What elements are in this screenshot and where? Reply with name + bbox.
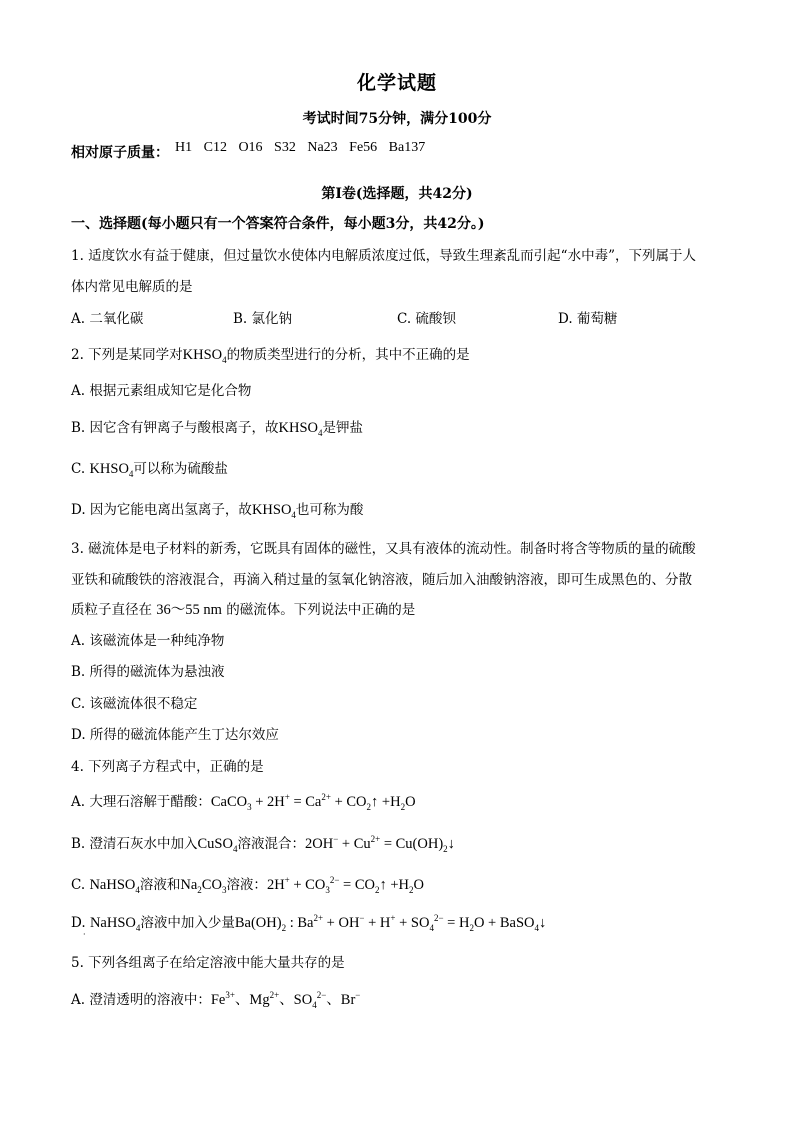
q5-option-a: A. 澄清透明的溶液中：$Fe^{3+}$、$Mg^{2+}$、$SO_4^{2-}$、Br−: [71, 990, 361, 1010]
section-heading: 一、选择题(每小题只有一个答案符合条件，每小题3分，共42分。): [71, 216, 485, 232]
formula-khso4: $KHSO_4$: [89, 461, 134, 479]
equation-b: $2OH^- + Cu^{2+}$ = $Cu(OH)_2↓$: [304, 834, 455, 854]
stray-dot: ·: [83, 930, 86, 939]
q3-stem-line2: 亚铁和硫酸铁的溶液混合，再滴入稍过量的氢氧化钠溶液，随后加入油酸钠溶液，即可生成黑色的、分散: [71, 572, 692, 588]
q1-stem-line2: 体内常见电解质的是: [71, 279, 193, 295]
q1-option-c: C. 硫酸钡: [397, 311, 456, 327]
q3-option-b: B. 所得的磁流体为悬浊液: [71, 664, 225, 680]
volume-heading: 第I卷(选择题，共42分): [321, 186, 473, 202]
formula-nahso4: NaHSO$_4$: [89, 877, 140, 895]
equation-c: $2H^+ + CO_3^{2-}$ = $CO_2↑ +H_2O$: [266, 875, 424, 895]
formula-khso4: $KHSO_4$: [251, 502, 296, 520]
q2-option-c: C. $KHSO_4$可以称为硫酸盐: [71, 461, 228, 479]
q2-stem: 2. 下列是某同学对$KHSO_4$的物质类型进行的分析，其中不正确的是: [71, 347, 470, 365]
q2-option-d: D. 因为它能电离出氢离子，故$KHSO_4$也可称为酸: [71, 502, 364, 520]
q1-option-b: B. 氯化钠: [233, 311, 293, 327]
q3-option-a: A. 该磁流体是一种纯净物: [71, 633, 225, 649]
equation-d: $Ba(OH)_2$ : $Ba^{2+} + OH^- + H^+ + SO_4^{2-} = H_2O$ + BaSO$_4$↓: [234, 913, 547, 933]
formula-nahso4: NaHSO$_4$: [89, 915, 141, 933]
atomic-mass-label: 相对原子质量：: [71, 145, 169, 161]
q4-option-a: A. 大理石溶解于醋酸：CaCO$_3$ + $2H^+ = Ca^{2+}$ + $CO_2↑ +H_2O$: [71, 792, 416, 812]
q3-stem-line1: 3. 磁流体是电子材料的新秀，它既具有固体的磁性，又具有液体的流动性。制备时将含等物质的量的硫酸: [71, 541, 696, 557]
q3-stem-line3: 质粒子直径在 36～55 nm 的磁流体。下列说法中正确的是: [71, 602, 416, 618]
formula-khso4: $KHSO_4$: [182, 347, 227, 365]
size-range: 36～55 nm: [156, 602, 222, 618]
q2-option-a: A. 根据元素组成知它是化合物: [71, 383, 252, 399]
q4-option-b: B. 澄清石灰水中加入CuSO$_4$溶液混合：$2OH^- + Cu^{2+}$ = $Cu(OH)_2↓$: [71, 834, 455, 854]
exam-subtitle: 考试时间75分钟，满分100分: [302, 111, 492, 127]
q4-stem: 4. 下列离子方程式中，正确的是: [71, 759, 264, 775]
q1-stem-line1: 1. 适度饮水有益于健康，但过量饮水使体内电解质浓度过低，导致生理紊乱而引起“水中毒”，下列属于人: [71, 248, 696, 264]
atomic-mass-line: [71, 142, 425, 162]
q2-option-b: B. 因它含有钾离子与酸根离子，故$KHSO_4$是钾盐: [71, 420, 363, 438]
atomic-mass-values: H1 C12 O16 S32 Na23 Fe56 Ba137: [175, 140, 426, 155]
formula-khso4: $KHSO_4$: [278, 420, 323, 438]
formula-na2co3: $Na_2CO_3$: [180, 877, 227, 895]
q3-option-c: C. 该磁流体很不稳定: [71, 696, 198, 712]
equation-a: CaCO$_3$ + $2H^+ = Ca^{2+}$ + $CO_2↑ +H_2O$: [210, 792, 416, 812]
q1-option-a: A. 二氧化碳: [71, 311, 144, 327]
q5-stem: 5. 下列各组离子在给定溶液中能大量共存的是: [71, 955, 345, 971]
q4-option-c: C. NaHSO$_4$溶液和$Na_2CO_3$溶液：$2H^+ + CO_3^{2-}$ = $CO_2↑ +H_2O$: [71, 875, 424, 895]
page-title: 化学试题: [356, 72, 437, 94]
q3-option-d: D. 所得的磁流体能产生丁达尔效应: [71, 727, 279, 743]
q4-option-d: D. NaHSO$_4$溶液中加入少量$Ba(OH)_2$ : $Ba^{2+} + OH^- + H^+ + SO_4^{2-} = H_2O$ + BaSO$_4$↓: [71, 913, 547, 933]
q1-option-d: D. 葡萄糖: [558, 311, 618, 327]
formula-cuso4: CuSO$_4$: [197, 836, 238, 854]
ion-list: $Fe^{3+}$、$Mg^{2+}$、$SO_4^{2-}$、Br−: [210, 990, 361, 1010]
